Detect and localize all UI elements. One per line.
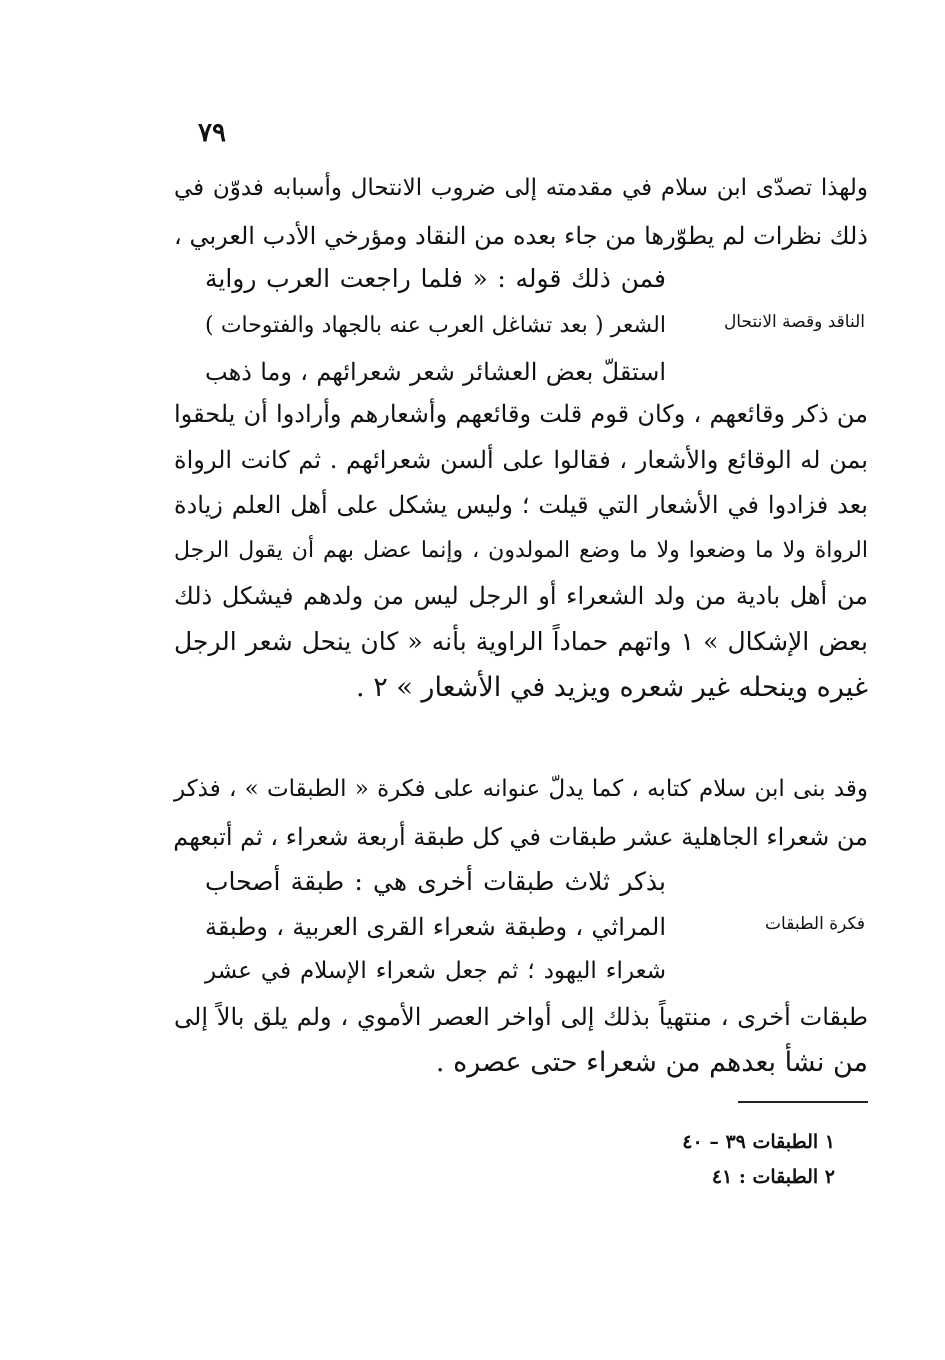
- text-line: من أهل بادية من ولد الشعراء أو الرجل ليس من ولدهم فيشكل ذلك: [174, 582, 868, 610]
- footnote-divider: [738, 1101, 868, 1103]
- text-line: غيره وينحله غير شعره ويزيد في الأشعار » ٢ .: [356, 672, 868, 703]
- text-line: من شعراء الجاهلية عشر طبقات في كل طبقة أربعة شعراء ، ثم أتبعهم: [173, 823, 868, 851]
- text-line: المراثي ، وطبقة شعراء القرى العربية ، وطبقة: [205, 913, 666, 941]
- footnote: ١ الطبقات ٣٩ – ٤٠: [682, 1131, 835, 1153]
- text-line: شعراء اليهود ؛ ثم جعل شعراء الإسلام في عشر: [205, 958, 666, 984]
- text-line: طبقات أخرى ، منتهياً بذلك إلى أواخر العصر الأموي ، ولم يلق بالاً إلى: [174, 1003, 868, 1031]
- text-line: استقلّ بعض العشائر شعر شعرائهم ، وما ذهب: [205, 358, 666, 386]
- footnote: ٢ الطبقات : ٤١: [711, 1166, 835, 1188]
- text-line: ذلك نظرات لم يطوّرها من جاء بعده من النقاد ومؤرخي الأدب العربي ،: [174, 222, 868, 250]
- text-line: بعض الإشكال » ١ واتهم حماداً الراوية بأنه « كان ينحل شعر الرجل: [174, 627, 868, 656]
- text-line: من ذكر وقائعهم ، وكان قوم قلت وقائعهم وأشعارهم وأرادوا أن يلحقوا: [174, 400, 869, 428]
- text-line: بمن له الوقائع والأشعار ، فقالوا على ألسن شعرائهم . ثم كانت الرواة: [174, 446, 868, 474]
- margin-note: فكرة الطبقات: [765, 914, 865, 934]
- margin-note: الناقد وقصة الانتحال: [723, 312, 865, 332]
- text-line: وقد بنى ابن سلام كتابه ، كما يدلّ عنوانه على فكرة « الطبقات » ، فذكر: [174, 776, 868, 802]
- text-line: ولهذا تصدّى ابن سلام في مقدمته إلى ضروب الانتحال وأسبابه فدوّن في: [174, 175, 868, 201]
- text-line: من نشأ بعدهم من شعراء حتى عصره .: [435, 1047, 868, 1078]
- page-number: ٧٩: [198, 118, 226, 148]
- text-line: فمن ذلك قوله : « فلما راجعت العرب رواية: [205, 264, 666, 293]
- text-line: بعد فزادوا في الأشعار التي قيلت ؛ وليس يشكل على أهل العلم زيادة: [174, 491, 868, 519]
- text-line: الرواة ولا ما وضعوا ولا ما وضع المولدون ، وإنما عضل بهم أن يقول الرجل: [174, 538, 868, 563]
- text-line: الشعر ( بعد تشاغل العرب عنه بالجهاد والفتوحات ): [205, 313, 666, 338]
- text-line: بذكر ثلاث طبقات أخرى هي : طبقة أصحاب: [205, 867, 666, 896]
